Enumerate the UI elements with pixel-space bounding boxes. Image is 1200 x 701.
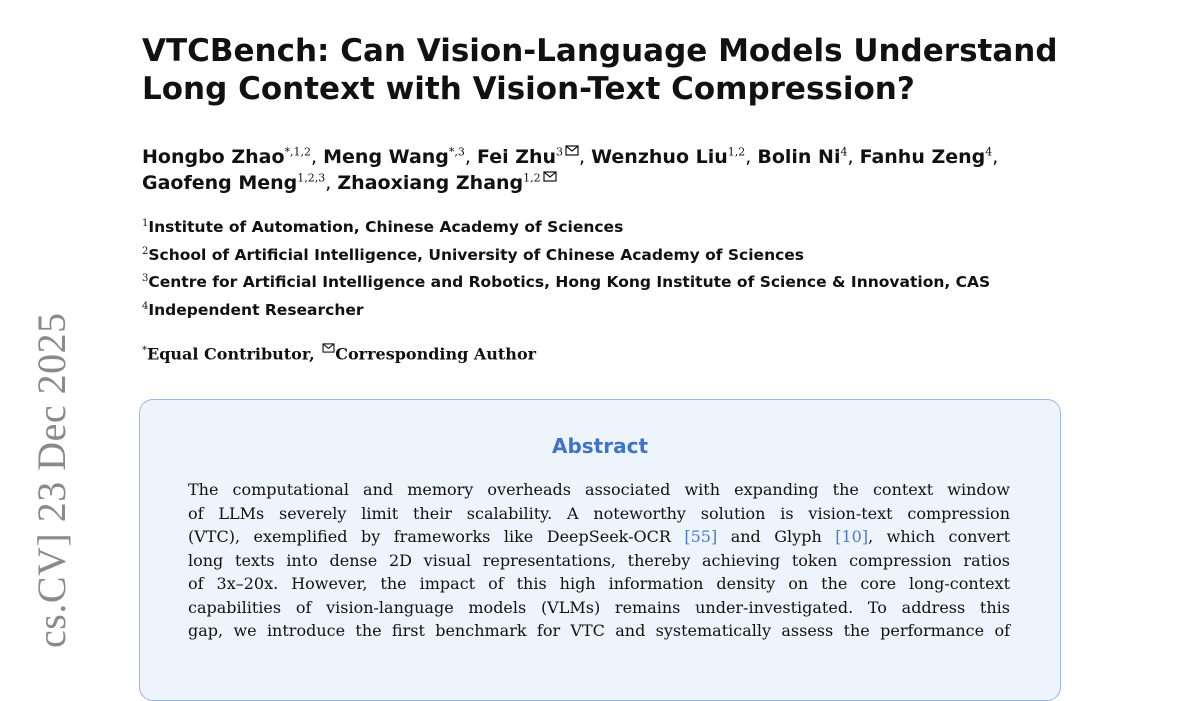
affiliation-text: School of Artificial Intelligence, University of Chinese Academy of Sciences	[148, 245, 805, 264]
arxiv-stamp: cs.CV] 23 Dec 2025	[29, 312, 74, 648]
author-name: Zhaoxiang Zhang	[337, 172, 524, 194]
author-name: Fanhu Zeng	[859, 146, 986, 168]
corresponding-note: Corresponding Author	[335, 344, 537, 364]
abstract-text: of LLMs severely limit their scalability. A noteworthy solution is vision-text compression	[188, 503, 1010, 523]
abstract-text: , which convert	[868, 527, 1011, 546]
abstract-line	[188, 572, 1010, 596]
affiliation-item	[142, 244, 1072, 272]
author-notes	[142, 343, 536, 363]
abstract-text: and Glyph	[717, 527, 836, 546]
author-affil-sup: 1,2	[523, 171, 541, 185]
abstract-line	[188, 502, 1010, 526]
affiliation-sup: 3	[142, 272, 149, 284]
affiliation-list	[142, 216, 1072, 326]
abstract-text: The computational and memory overheads associated with expanding the context window	[188, 480, 1010, 499]
affiliation-sup: 2	[142, 245, 149, 257]
citation-link[interactable]: [10]	[835, 527, 869, 546]
abstract-text: capabilities of vision-language models (VLMs) remains under-investigated. To address this	[188, 597, 1010, 617]
author-name: Bolin Ni	[757, 146, 841, 168]
abstract-line	[188, 596, 1010, 620]
affiliation-item	[142, 271, 1072, 299]
author-affil-sup: 3	[556, 145, 564, 159]
paper-title	[142, 32, 1082, 108]
envelope-icon	[322, 343, 335, 353]
abstract-line	[188, 525, 1010, 549]
affiliation-text: Centre for Artificial Intelligence and Robotics, Hong Kong Institute of Science & Innovation, CAS	[148, 273, 991, 291]
author-name: Hongbo Zhao	[142, 146, 285, 168]
abstract-body	[188, 478, 1010, 643]
author-name: Wenzhuo Liu	[591, 146, 728, 168]
abstract-line	[188, 478, 1010, 502]
affiliation-item	[142, 216, 1072, 244]
affiliation-sup: 1	[142, 217, 149, 229]
abstract-line	[188, 619, 1010, 643]
abstract-line	[188, 549, 1010, 573]
affiliation-item	[142, 299, 1072, 327]
author-affil-sup: *,3	[448, 145, 465, 159]
title-line: Long Context with Vision-Text Compression?	[142, 71, 915, 107]
envelope-icon	[565, 145, 579, 156]
title-line: VTCBench: Can Vision-Language Models Understand	[142, 33, 1058, 69]
author-name: Gaofeng Meng	[142, 172, 298, 194]
abstract-text: of 3x–20x. However, the impact of this high information density on the core long-context	[188, 574, 1010, 593]
author-affil-sup: 1,2	[727, 145, 746, 159]
affiliation-sup: 4	[142, 300, 149, 312]
author-name: Meng Wang	[323, 146, 449, 168]
affiliation-text: Independent Researcher	[148, 300, 364, 319]
abstract-text: gap, we introduce the first benchmark for VTC and systematically assess the performance of	[188, 621, 1010, 640]
author-affil-sup: 4	[985, 145, 993, 159]
author-name: Fei Zhu	[476, 146, 557, 168]
author-affil-sup: 4	[840, 145, 848, 159]
author-affil-sup: *,1,2	[284, 145, 312, 159]
author-affil-sup: 1,2,3	[297, 171, 326, 185]
equal-contrib-note: Equal Contributor,	[147, 344, 315, 364]
abstract-text: long texts into dense 2D visual representations, thereby achieving token compression ratios	[188, 550, 1010, 570]
author-list: Hongbo Zhao$^{*,1,2}$, Meng Wang$^{*,3}$, Fei Zhu$^3$ , Wenzhuo Liu$^{1,2}$, Bolin Ni$^4$, Fanhu Zeng$^4$, Gaofeng Meng$^{1,2,3}$, Zhaoxiang Zhang$^{1,2}$	[142, 145, 999, 194]
abstract-text: (VTC), exemplified by frameworks like DeepSeek-OCR	[188, 527, 685, 546]
abstract-heading: Abstract	[551, 434, 649, 458]
citation-link[interactable]: [55]	[684, 527, 718, 546]
affiliation-text: Institute of Automation, Chinese Academy of Sciences	[148, 218, 624, 236]
envelope-icon	[543, 171, 557, 182]
equal-contrib-mark: *	[142, 345, 147, 356]
